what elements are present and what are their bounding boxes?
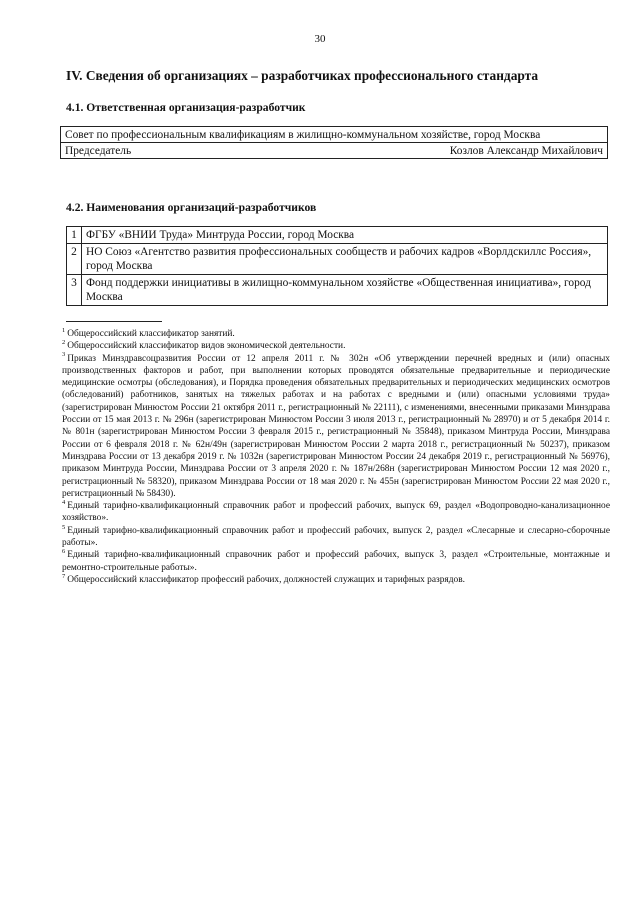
table-row xyxy=(67,244,608,275)
footnote-divider xyxy=(66,321,162,322)
responsible-org-heading: 4.1. Ответственная организация-разработчик xyxy=(66,101,306,114)
chair-name: Козлов Александр Михайлович xyxy=(233,143,607,159)
developer-org-name: Фонд поддержки инициативы в жилищно-коммунальном хозяйстве «Общественная инициатива», город Москва xyxy=(82,275,608,306)
section-title: IV. Сведения об организациях – разработчиках профессионального стандарта xyxy=(66,68,539,83)
developer-orgs-heading: 4.2. Наименования организаций-разработчиков xyxy=(66,201,317,214)
footnote-mark: 4 xyxy=(62,499,66,507)
footnote-text: Единый тарифно-квалификационный справочник работ и профессий рабочих, выпуск 69, раздел «Водопроводно-канализационное хозяйство». xyxy=(62,501,610,524)
responsible-org-table xyxy=(60,126,608,159)
table-row xyxy=(61,143,608,159)
footnote xyxy=(62,353,610,501)
footnote xyxy=(62,500,610,525)
table-row xyxy=(67,275,608,306)
footnote-text: Общероссийский классификатор занятий. xyxy=(67,329,235,339)
footnote xyxy=(62,525,610,550)
footnote-mark: 1 xyxy=(62,326,66,334)
footnote xyxy=(62,574,610,586)
row-number: 2 xyxy=(67,244,82,275)
row-number: 3 xyxy=(67,275,82,306)
developer-orgs-table xyxy=(66,226,608,306)
footnote-mark: 7 xyxy=(62,572,66,580)
footnote xyxy=(62,549,610,574)
responsible-org-name: Совет по профессиональным квалификациям в жилищно-коммунальном хозяйстве, город Москва xyxy=(61,127,608,143)
footnote-text: Общероссийский классификатор видов экономической деятельности. xyxy=(67,341,346,352)
table-row xyxy=(61,127,608,143)
developer-org-name: ФГБУ «ВНИИ Труда» Минтруда России, город Москва xyxy=(82,227,608,244)
footnote-text: Единый тарифно-квалификационный справочник работ и профессий рабочих, выпуск 3, раздел «Строительные, монтажные и ремонтно-строительные работы». xyxy=(62,550,610,573)
footnote xyxy=(62,328,610,340)
developer-org-name: НО Союз «Агентство развития профессиональных сообществ и рабочих кадров «Ворлдскиллс Россия», город Москва xyxy=(82,244,608,275)
footnote-text: Общероссийский классификатор профессий рабочих, должностей служащих и тарифных разрядов. xyxy=(67,574,465,585)
row-number: 1 xyxy=(67,227,82,244)
table-row xyxy=(67,227,608,244)
footnote-text: Приказ Минздравсоцразвития России от 12 апреля 2011 г. № 302н «Об утверждении перечней вредных и (или) опасных производственных факторов и работ, при выполнении которых проводятся обязательные предварительные и периодические медицинские осмотры (обследования), и Порядка проведения обязательных предварительных и периодических медицинских осмотров (обследований) работников, занятых на тяжелых работах и на работах с вредными и (или) опасными условиями труда» (зарегистрирован Минюстом России 21 октября 2011 г., регистрационный № 22111), с изменениями, внесенными приказами Минздрава России от 15 мая 2013 г. № 296н (зарегистрирован Минюстом России 3 июля 2013 г., регистрационный № 28970) и от 5 декабря 2014 г. № 801н (зарегистрирован Минюстом России 3 февраля 2015 г., регистрационный № 35848), приказом Минтруда России, Минздрава России от 6 февраля 2018 г. № 62н/49н (зарегистрирован Минюстом России 2 марта 2018 г., регистрационный № 50237), приказом Минздрава России от 13 декабря 2019 г. № 1032н (зарегистрирован Минюстом России 24 декабря 2019 г., регистрационный № 56976), приказом Минтруда России, Минздрава России от 3 апреля 2020 г. № 187н/268н (зарегистрирован Минюстом России 12 мая 2020 г., регистрационный № 58320), приказом Минздрава России от 18 мая 2020 г. № 455н (зарегистрирован Минюстом России 22 мая 2020 г., регистрационный № 58430). xyxy=(62,353,610,499)
page-number: 30 xyxy=(314,33,326,45)
footnote-mark: 6 xyxy=(62,548,66,556)
footnotes xyxy=(62,328,610,586)
footnote-text: Единый тарифно-квалификационный справочник работ и профессий рабочих, выпуск 2, раздел «Слесарные и слесарно-сборочные работы». xyxy=(62,525,610,549)
footnote-mark: 5 xyxy=(62,523,66,531)
footnote-mark: 3 xyxy=(62,351,66,359)
chair-position: Председатель xyxy=(61,143,234,159)
footnote xyxy=(62,340,610,352)
footnote-mark: 2 xyxy=(62,339,66,347)
